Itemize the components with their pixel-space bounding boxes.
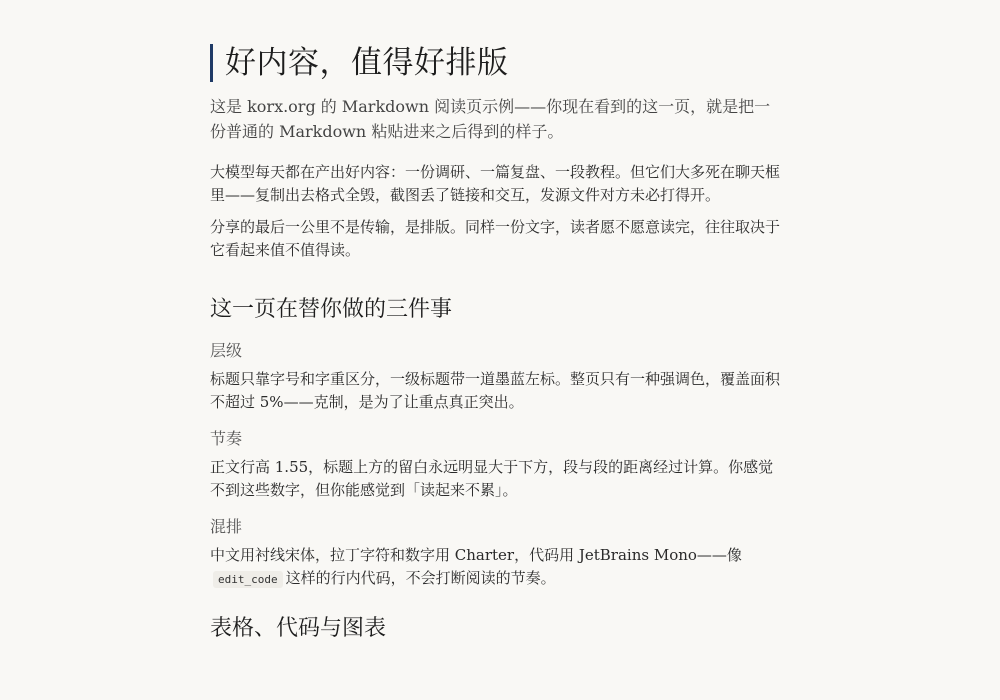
subsection-body: 正文行高 1.55，标题上方的留白永远明显大于下方，段与段的距离经过计算。你感觉不到这些数字，但你能感觉到「读起来不累」。 [210,458,774,499]
inline-code: edit_code [213,571,283,588]
article [210,44,785,659]
subsection-title: 节奏 [210,429,243,448]
subsection-body: 标题只靠字号和字重区分，一级标题带一道墨蓝左标。整页只有一种强调色，覆盖面积不超过 5%——克制，是为了让重点真正突出。 [210,370,781,411]
body-text-after-code: 这样的行内代码，不会打断阅读的节奏。 [285,569,556,587]
intro-paragraph-1: 大模型每天都在产出好内容：一份调研、一篇复盘、一段教程。但它们大多死在聊天框里——复制出去格式全毁，截图丢了链接和交互，发源文件对方未必打得开。 [210,163,781,204]
subsection-hierarchy [210,340,785,414]
subsection-rhythm [210,428,785,502]
page-title: 好内容，值得好排版 [210,44,785,82]
subsection-title: 层级 [210,341,243,360]
section-heading-three-things: 这一页在替你做的三件事 [210,297,453,322]
subsection-body [210,544,785,591]
lead-paragraph: 这是 korx.org 的 Markdown 阅读页示例——你现在看到的这一页，就是把一份普通的 Markdown 粘贴进来之后得到的样子。 [210,97,771,141]
subsection-title: 混排 [210,517,243,536]
section-heading-tables-code-charts: 表格、代码与图表 [210,616,387,641]
body-text-before-code: 中文用衬线宋体，拉丁字符和数字用 Charter，代码用 JetBrains Mono——像 [210,546,742,564]
intro-paragraph-2: 分享的最后一公里不是传输，是排版。同样一份文字，读者愿不愿意读完，往往取决于它看起来值不值得读。 [210,218,781,259]
subsection-mixed-typesetting [210,516,785,591]
